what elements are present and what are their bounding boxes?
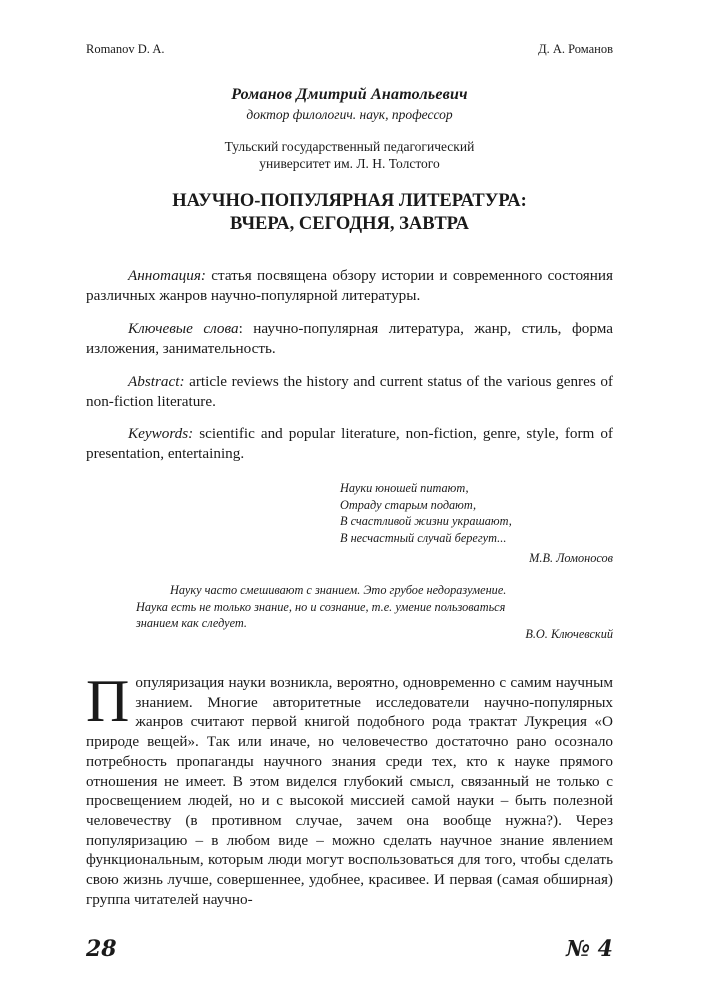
affiliation-line: Тульский государственный педагогический xyxy=(224,139,475,154)
article-title xyxy=(86,190,613,236)
issue-number: № 4 xyxy=(566,936,613,962)
quote-line: Наука есть не только знание, но и сознание, т.е. умение пользоваться xyxy=(136,599,506,614)
epigraph-line: Отраду старым подают, xyxy=(340,497,477,512)
keywords-en-text: scientific and popular literature, non-fiction, genre, style, form of presentation, entertaining. xyxy=(86,425,613,462)
drop-cap: П xyxy=(86,668,130,734)
keywords-ru-label: Ключевые слова xyxy=(128,320,239,337)
epigraph-quote xyxy=(136,582,613,632)
quote-line: знанием как следует. xyxy=(136,616,247,631)
keywords-en-label: Keywords: xyxy=(128,425,194,442)
running-head-right: Д. А. Романов xyxy=(538,42,613,56)
keywords-ru-paragraph xyxy=(86,319,613,358)
quote-attribution: В.О. Ключевский xyxy=(525,627,613,641)
keywords-en-paragraph xyxy=(86,424,613,463)
running-head-left: Romanov D. A. xyxy=(86,42,165,56)
author-degree: доктор филологич. наук, профессор xyxy=(246,107,453,122)
annotation-paragraph xyxy=(86,266,613,305)
page-number: 28 xyxy=(86,936,117,962)
annotation-text: статья посвящена обзору истории и современного состояния различных жанров научно-популярной литературы. xyxy=(86,267,613,304)
epigraph-line: В счастливой жизни украшают, xyxy=(340,514,512,529)
title-line: ВЧЕРА, СЕГОДНЯ, ЗАВТРА xyxy=(230,214,469,234)
abstract-text: article reviews the history and current status of the various genres of non-fiction literature. xyxy=(86,373,613,410)
title-line: НАУЧНО-ПОПУЛЯРНАЯ ЛИТЕРАТУРА: xyxy=(172,191,527,211)
body-text: опуляризация науки возникла, вероятно, одновременно с самим научным знанием. Многие авторитетные исследователи научно-популярных жанров считают первой книгой подобного рода трактат Лукреция «О природе вещей». Так или иначе, но человечество достаточно рано осознало потребность пропаганды научного знания среди тех, кто к науке прямого отношения не имеет. В этом виделся глубокий смысл, связанный не только с просвещением людей, но и с высокой миссией самой науки – быть полезной человечеству (в противном случае, зачем она вообще нужна?). Через популяризацию – в любом виде – можно сделать научное знание явлением функциональным, которым люди могут воспользоваться для того, чтобы сделать свою жизнь лучше, совершеннее, удобнее, красивее. И первая (самая обширная) группа читателей научно- xyxy=(86,674,613,908)
abstract-paragraph xyxy=(86,372,613,411)
affiliation-line: университет им. Л. Н. Толстого xyxy=(259,156,440,171)
epigraph-line: Науки юношей питают, xyxy=(340,481,469,495)
keywords-ru-text: : научно-популярная литература, жанр, стиль, форма изложения, занимательность. xyxy=(86,320,613,357)
epigraph-line: В несчастный случай берегут... xyxy=(340,530,507,545)
author-name: Романов Дмитрий Анатольевич xyxy=(231,86,468,103)
author-block xyxy=(86,86,613,172)
author-affiliation xyxy=(86,138,613,172)
epigraph-attribution: М.В. Ломоносов xyxy=(529,551,613,565)
abstract-label: Abstract: xyxy=(128,373,185,390)
body-paragraph xyxy=(86,668,613,909)
quote-line: Науку часто смешивают с знанием. Это грубое недоразумение. xyxy=(170,583,507,597)
epigraph-poem xyxy=(340,480,613,546)
annotation-label: Аннотация: xyxy=(128,267,206,284)
